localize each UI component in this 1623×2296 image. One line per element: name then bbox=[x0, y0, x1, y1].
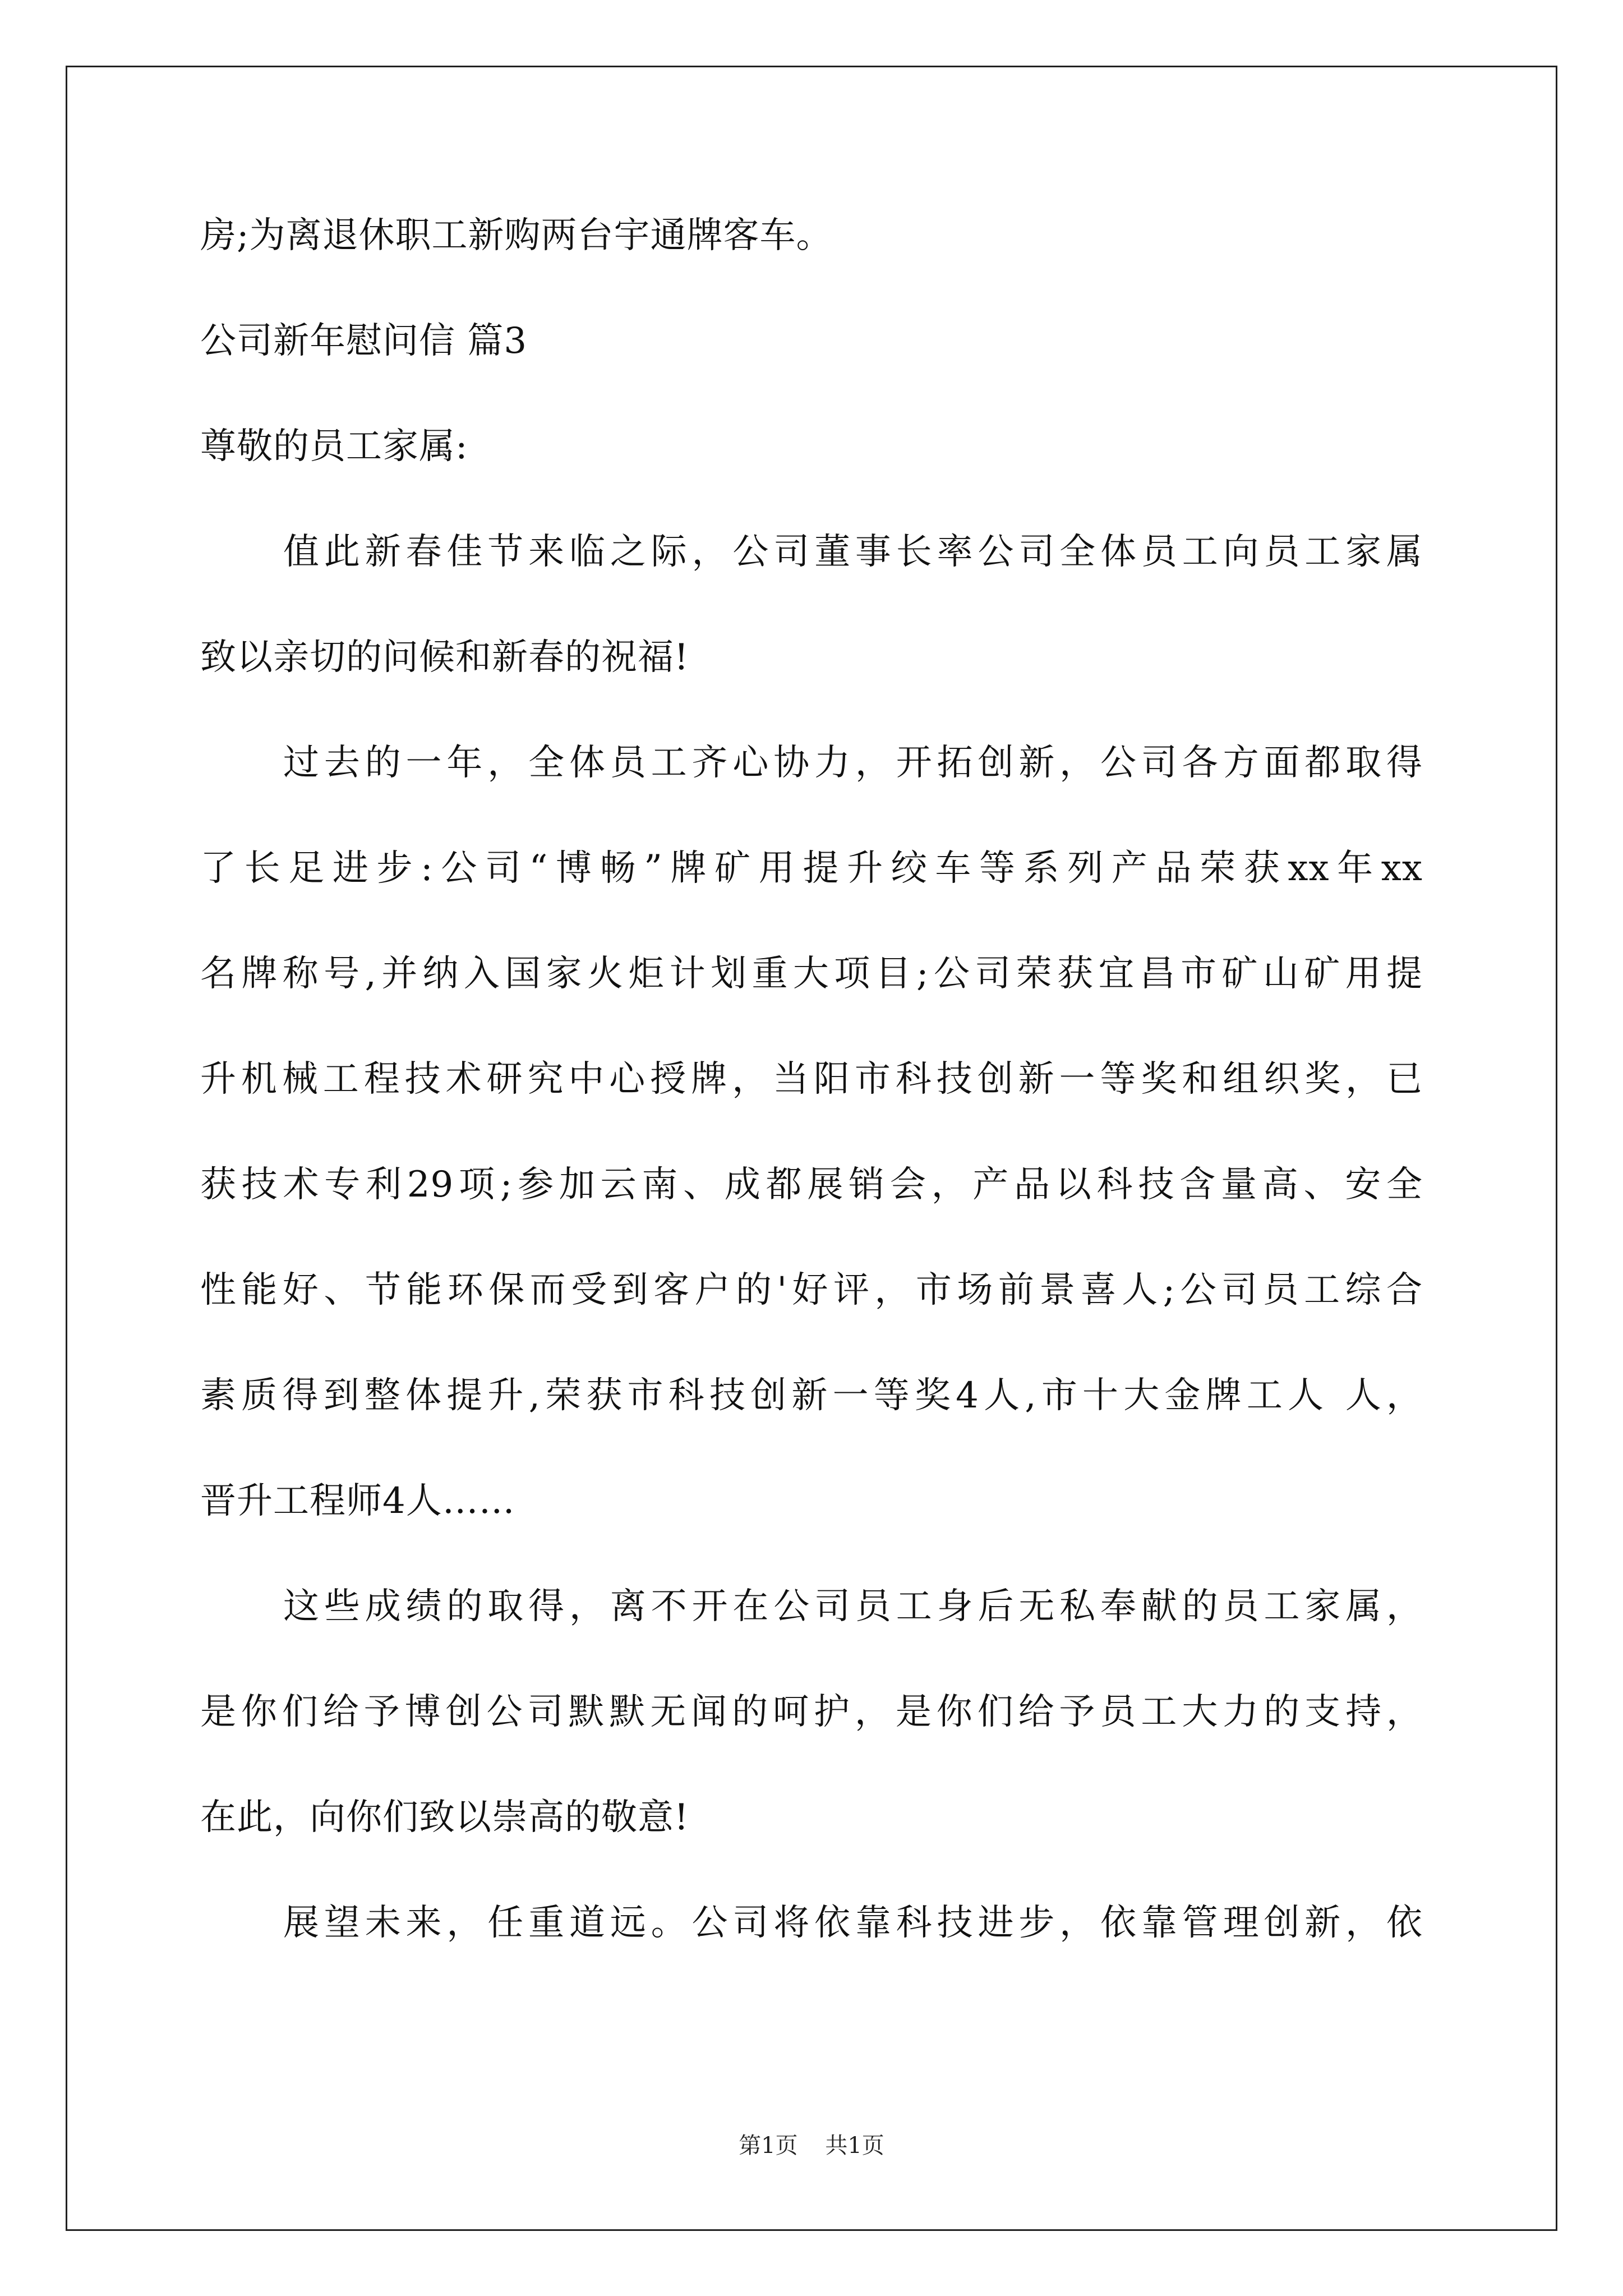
salutation: 尊敬的员工家属: bbox=[200, 426, 468, 467]
text-line: 房;为离退休职工新购两台宇通牌客车。 bbox=[200, 215, 833, 256]
text-line: 素质得到整体提升,荣获市科技创新一等奖4人,市十大金牌工人 人， bbox=[200, 1375, 1423, 1416]
text-line: 晋升工程师4人…… bbox=[200, 1480, 515, 1522]
text-line: 致以亲切的问候和新春的祝福! bbox=[200, 637, 689, 678]
text-line: 是你们给予博创公司默默无闻的呵护，是你们给予员工大力的支持， bbox=[200, 1691, 1423, 1733]
text-line: 升机械工程技术研究中心授牌，当阳市科技创新一等奖和组织奖，已 bbox=[200, 1059, 1423, 1100]
text-line: 展望未来，任重道远。公司将依靠科技进步，依靠管理创新，依 bbox=[283, 1902, 1423, 1944]
text-line: 过去的一年，全体员工齐心协力，开拓创新，公司各方面都取得 bbox=[283, 742, 1423, 784]
text-line: 在此，向你们致以崇高的敬意! bbox=[200, 1797, 689, 1838]
page-number: 第1页 bbox=[739, 2133, 798, 2159]
text-line: 值此新春佳节来临之际，公司董事长率公司全体员工向员工家属 bbox=[283, 531, 1423, 573]
section-heading: 公司新年慰问信 篇3 bbox=[200, 320, 528, 362]
text-line: 名牌称号,并纳入国家火炬计划重大项目;公司荣获宜昌市矿山矿用提 bbox=[200, 953, 1423, 995]
page-footer bbox=[0, 2132, 1623, 2160]
text-line: 了长足进步:公司“博畅”牌矿用提升绞车等系列产品荣获xx年xx bbox=[200, 848, 1423, 889]
text-line: 性能好、节能环保而受到客户的'好评，市场前景喜人;公司员工综合 bbox=[200, 1269, 1423, 1311]
text-line: 获技术专利29项;参加云南、成都展销会，产品以科技含量高、安全 bbox=[200, 1164, 1423, 1205]
page-total: 共1页 bbox=[825, 2133, 884, 2159]
text-line: 这些成绩的取得，离不开在公司员工身后无私奉献的员工家属， bbox=[283, 1586, 1423, 1627]
